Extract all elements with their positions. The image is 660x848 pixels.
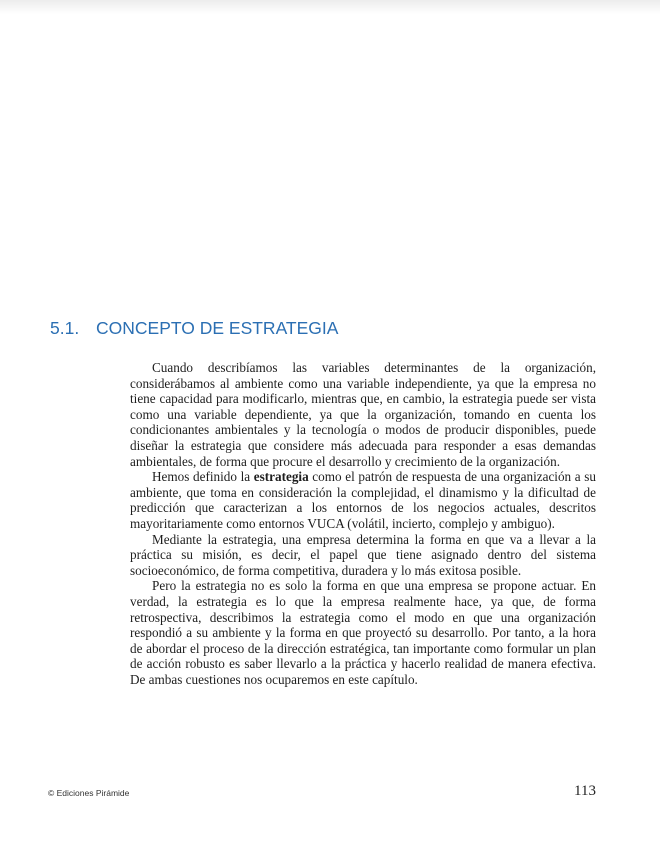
key-term-estrategia: estrategia xyxy=(253,469,309,485)
top-shadow-band xyxy=(0,0,660,14)
page-number: 113 xyxy=(574,783,596,799)
paragraph-4: Pero la estrategia no es solo la forma en que una empresa se propone actuar. En verdad, la estrategia es lo que la empresa realmente hace, ya que, de forma retrospectiva, describimos la estrategia como el modo en que una organización respondió a su ambiente y la forma en que proyectó su desarrollo. Por tanto, a la hora de abordar el proceso de la dirección estratégica, tan importante como formular un plan de acción robusto es saber llevarlo a la práctica y hacerlo realidad de manera efectiva. De ambas cuestiones nos ocuparemos en este capítulo. xyxy=(130,578,596,687)
paragraph-1: Cuando describíamos las variables determinantes de la organización, considerábamos al ambiente como una variable independiente, ya que la empresa no tiene capacidad para modificarlo, mientras que, en cambio, la estrategia puede ser vista como una variable dependiente, ya que la organización, tomando en cuenta los condicionantes ambientales y la tecnología o modos de producir disponibles, puede diseñar la estrategia que considere más adecuada para responder a esas demandas ambientales, de forma que procure el desarrollo y crecimiento de la organización. xyxy=(130,360,596,469)
footer-publisher: © Ediciones Pirámide xyxy=(48,788,130,798)
paragraph-3: Mediante la estrategia, una empresa determina la forma en que va a llevar a la práctica su misión, es decir, el papel que tiene asignado dentro del sistema socioeconómico, de forma competitiva, duradera y lo más exitosa posible. xyxy=(130,531,596,578)
paragraph-2: Hemos definido la estrategia como el patrón de respuesta de una organización a su ambiente, que toma en consideración la complejidad, el dinamismo y la dificultad de predicción que caracterizan a los entornos de los negocios actuales, descritos mayoritariamente como entornos VUCA (volátil, incierto, complejo y ambiguo). xyxy=(130,469,597,531)
body-text xyxy=(130,360,596,687)
section-heading xyxy=(50,318,338,339)
section-number: 5.1. xyxy=(50,318,80,338)
section-title: CONCEPTO DE ESTRATEGIA xyxy=(96,318,339,338)
